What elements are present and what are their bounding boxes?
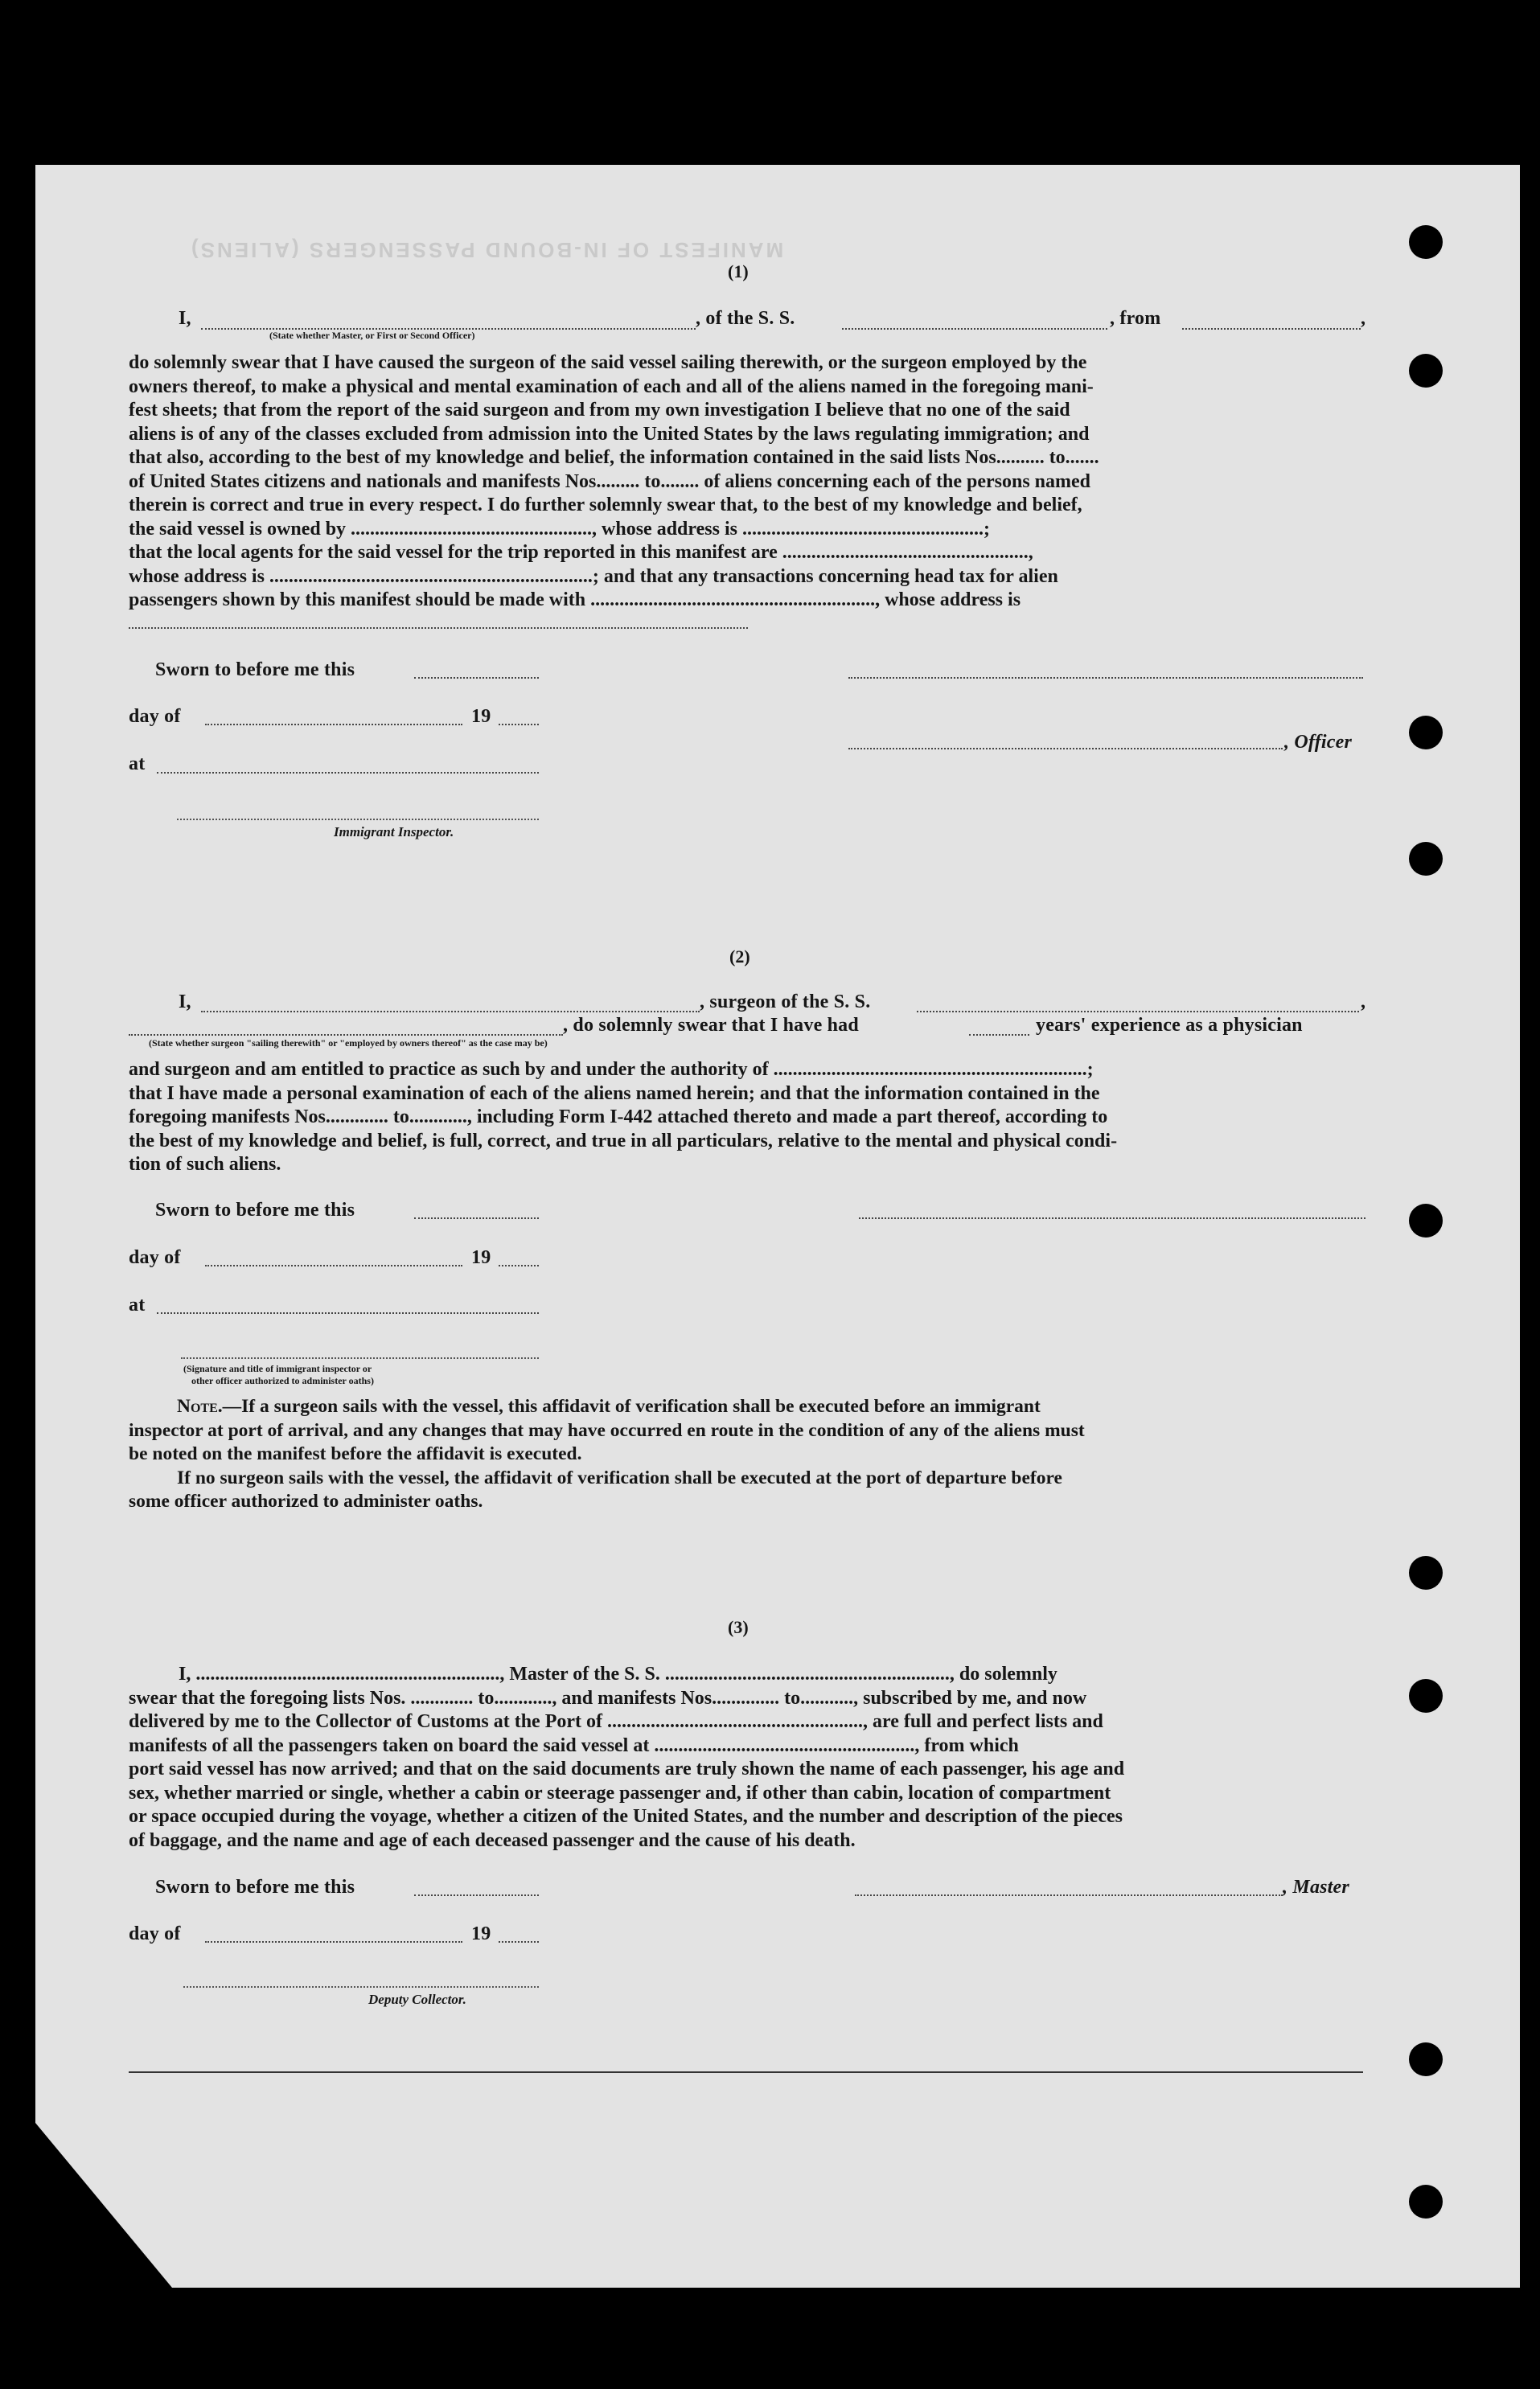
- day-of-label: day of: [129, 1247, 181, 1268]
- note-line: be noted on the manifest before the affidavit is executed.: [129, 1443, 582, 1464]
- day-of-field[interactable]: [205, 724, 462, 725]
- section-number: (1): [728, 261, 749, 281]
- signature-note: other officer authorized to administer oaths): [191, 1375, 374, 1386]
- surgeon-name-field[interactable]: [201, 1011, 700, 1012]
- year-label: 19: [471, 1247, 491, 1268]
- at-label: at: [129, 753, 146, 774]
- paragraph-line: do solemnly swear that I have caused the surgeon of the said vessel sailing therewith, or the surgeon employed by the: [129, 352, 1087, 373]
- paragraph-line: swear that the foregoing lists Nos. ............. to............, and manifests Nos.............. to..........., subscribed by me, and now: [129, 1687, 1087, 1709]
- signature-note: (Signature and title of immigrant inspector or: [183, 1363, 372, 1374]
- years-field[interactable]: [969, 1034, 1029, 1036]
- years-label: years' experience as a physician: [1036, 1015, 1303, 1036]
- paragraph-line: or space occupied during the voyage, whether a citizen of the United States, and the number and description of the pieces: [129, 1806, 1123, 1827]
- note-line: some officer authorized to administer oaths.: [129, 1491, 483, 1512]
- sworn-date-field[interactable]: [414, 1217, 539, 1219]
- section-number: (2): [729, 946, 750, 967]
- at-place-field[interactable]: [157, 772, 539, 774]
- binder-hole: [1409, 716, 1443, 749]
- paragraph-line: fest sheets; that from the report of the said surgeon and from my own investigation I believe that no one of the said: [129, 400, 1070, 421]
- paragraph-line: the best of my knowledge and belief, is full, correct, and true in all particulars, relative to the mental and physical condi-: [129, 1130, 1118, 1151]
- inspector-label: Immigrant Inspector.: [334, 824, 454, 839]
- note-line: If no surgeon sails with the vessel, the affidavit of verification shall be executed at the port of departure before: [177, 1467, 1062, 1488]
- sworn-label: Sworn to before me this: [155, 1200, 355, 1221]
- officer-signature-line[interactable]: [848, 677, 1363, 679]
- bottom-rule: [129, 2071, 1363, 2073]
- paragraph-line: of baggage, and the name and age of each deceased passenger and the cause of his death.: [129, 1829, 856, 1851]
- surgeon-note: (State whether surgeon "sailing therewith" or "employed by owners thereof" as the case may be): [149, 1037, 548, 1049]
- year-label: 19: [471, 706, 491, 727]
- address-continuation-field[interactable]: [129, 627, 748, 629]
- paragraph-line: tion of such aliens.: [129, 1154, 281, 1175]
- line-end: ,: [1361, 308, 1366, 329]
- surgeon-status-field[interactable]: [129, 1034, 563, 1036]
- paragraph-line: that the local agents for the said vessel for the trip reported in this manifest are ...................................................,: [129, 542, 1033, 563]
- oath-paragraph-2: [129, 1058, 1367, 1177]
- paragraph-line: delivered by me to the Collector of Customs at the Port of ....................................................., are full and perfect lists and: [129, 1711, 1103, 1732]
- year-field[interactable]: [499, 1941, 539, 1943]
- sworn-label: Sworn to before me this: [155, 659, 355, 680]
- note-line: [129, 1395, 1367, 1419]
- collector-label: Deputy Collector.: [368, 1992, 466, 2007]
- binder-hole: [1409, 1556, 1443, 1590]
- year-field[interactable]: [499, 1265, 539, 1266]
- officer-title-line[interactable]: [848, 748, 1283, 749]
- note-text: —If a surgeon sails with the vessel, this affidavit of verification shall be executed before an immigrant: [222, 1396, 1041, 1417]
- officer-label: , Officer: [1284, 732, 1352, 753]
- surgeon-signature-line[interactable]: [859, 1217, 1365, 1219]
- paragraph-line: owners thereof, to make a physical and mental examination of each and all of the aliens named in the foregoing mani-: [129, 376, 1094, 397]
- binder-hole: [1409, 2185, 1443, 2219]
- paragraph-line: therein is correct and true in every respect. I do further solemnly swear that, to the best of my knowledge and belief,: [129, 495, 1082, 515]
- swear-label: , do solemnly swear that I have had: [563, 1015, 859, 1036]
- paragraph-line: I, ..............................................................., Master of the S. S. ..........................................................., do solemnly: [179, 1664, 1057, 1685]
- sworn-date-field[interactable]: [414, 677, 539, 679]
- official-signature-line[interactable]: [181, 1357, 539, 1359]
- day-of-label: day of: [129, 706, 181, 727]
- from-label: , from: [1110, 308, 1161, 329]
- from-port-field[interactable]: [1182, 328, 1361, 330]
- sworn-label: Sworn to before me this: [155, 1877, 355, 1898]
- section-number: (3): [728, 1617, 749, 1637]
- paragraph-line: the said vessel is owned by .................................................., whose address is ..................................................;: [129, 518, 990, 540]
- note-line: inspector at port of arrival, and any changes that may have occurred en route in the condition of any of the aliens must: [129, 1419, 1085, 1441]
- binder-hole: [1409, 354, 1443, 388]
- binder-hole: [1409, 1679, 1443, 1713]
- bleed-through-title: MANIFEST OF IN-BOUND PASSENGERS (ALIENS): [189, 238, 784, 262]
- line-end: ,: [1361, 991, 1366, 1012]
- ship-name-field[interactable]: [842, 328, 1107, 330]
- binder-hole: [1409, 1204, 1443, 1238]
- officer-note: (State whether Master, or First or Second Officer): [269, 330, 475, 341]
- ship-name-field[interactable]: [917, 1011, 1359, 1012]
- collector-signature-line[interactable]: [183, 1986, 539, 1988]
- binder-hole: [1409, 225, 1443, 259]
- paragraph-line: and surgeon and am entitled to practice as such by and under the authority of .................................................................;: [129, 1059, 1094, 1080]
- paragraph-line: manifests of all the passengers taken on board the said vessel at ......................................................, from which: [129, 1734, 1019, 1756]
- master-signature-line[interactable]: [855, 1894, 1283, 1896]
- oath-paragraph-3: [129, 1663, 1367, 1853]
- surgeon-label: , surgeon of the S. S.: [700, 991, 871, 1012]
- year-label: 19: [471, 1923, 491, 1944]
- note-label: Note.: [177, 1396, 223, 1417]
- paragraph-line: sex, whether married or single, whether a cabin or steerage passenger and, if other than cabin, location of compartment: [129, 1782, 1111, 1804]
- paragraph-line: foregoing manifests Nos............. to............, including Form I-442 attached thereto and made a part thereof, according to: [129, 1106, 1108, 1127]
- oath-i-label: I,: [179, 308, 191, 329]
- day-of-label: day of: [129, 1923, 181, 1944]
- binder-hole: [1409, 842, 1443, 876]
- day-of-field[interactable]: [205, 1941, 462, 1943]
- paragraph-line: whose address is ...................................................................; and that any transactions concerning head tax for alien: [129, 565, 1058, 587]
- paragraph-line: passengers shown by this manifest should be made with ..........................................................., whose address is: [129, 589, 1021, 610]
- sworn-date-field[interactable]: [414, 1894, 539, 1896]
- paragraph-line: of United States citizens and nationals and manifests Nos......... to........ of aliens concerning each of the persons named: [129, 470, 1091, 492]
- at-label: at: [129, 1295, 146, 1316]
- paragraph-line: port said vessel has now arrived; and that on the said documents are truly shown the name of each passenger, his age and: [129, 1759, 1125, 1779]
- note-paragraph: [129, 1395, 1367, 1514]
- at-place-field[interactable]: [157, 1312, 539, 1314]
- paragraph-line: that I have made a personal examination of each of the aliens named herein; and that the information contained in the: [129, 1082, 1100, 1104]
- ship-label: , of the S. S.: [696, 308, 795, 329]
- oath-i-label: I,: [179, 991, 191, 1012]
- master-label: , Master: [1283, 1877, 1349, 1898]
- page-corner-notch: [35, 2123, 172, 2288]
- binder-hole: [1409, 2042, 1443, 2076]
- paragraph-line: aliens is of any of the classes excluded from admission into the United States by the laws regulating immigration; and: [129, 423, 1090, 445]
- year-field[interactable]: [499, 724, 539, 725]
- day-of-field[interactable]: [205, 1265, 462, 1266]
- oath-paragraph-1: [129, 351, 1367, 613]
- paragraph-line: that also, according to the best of my knowledge and belief, the information contained in the said lists Nos.......... to.......: [129, 447, 1099, 468]
- inspector-signature-line[interactable]: [177, 819, 539, 820]
